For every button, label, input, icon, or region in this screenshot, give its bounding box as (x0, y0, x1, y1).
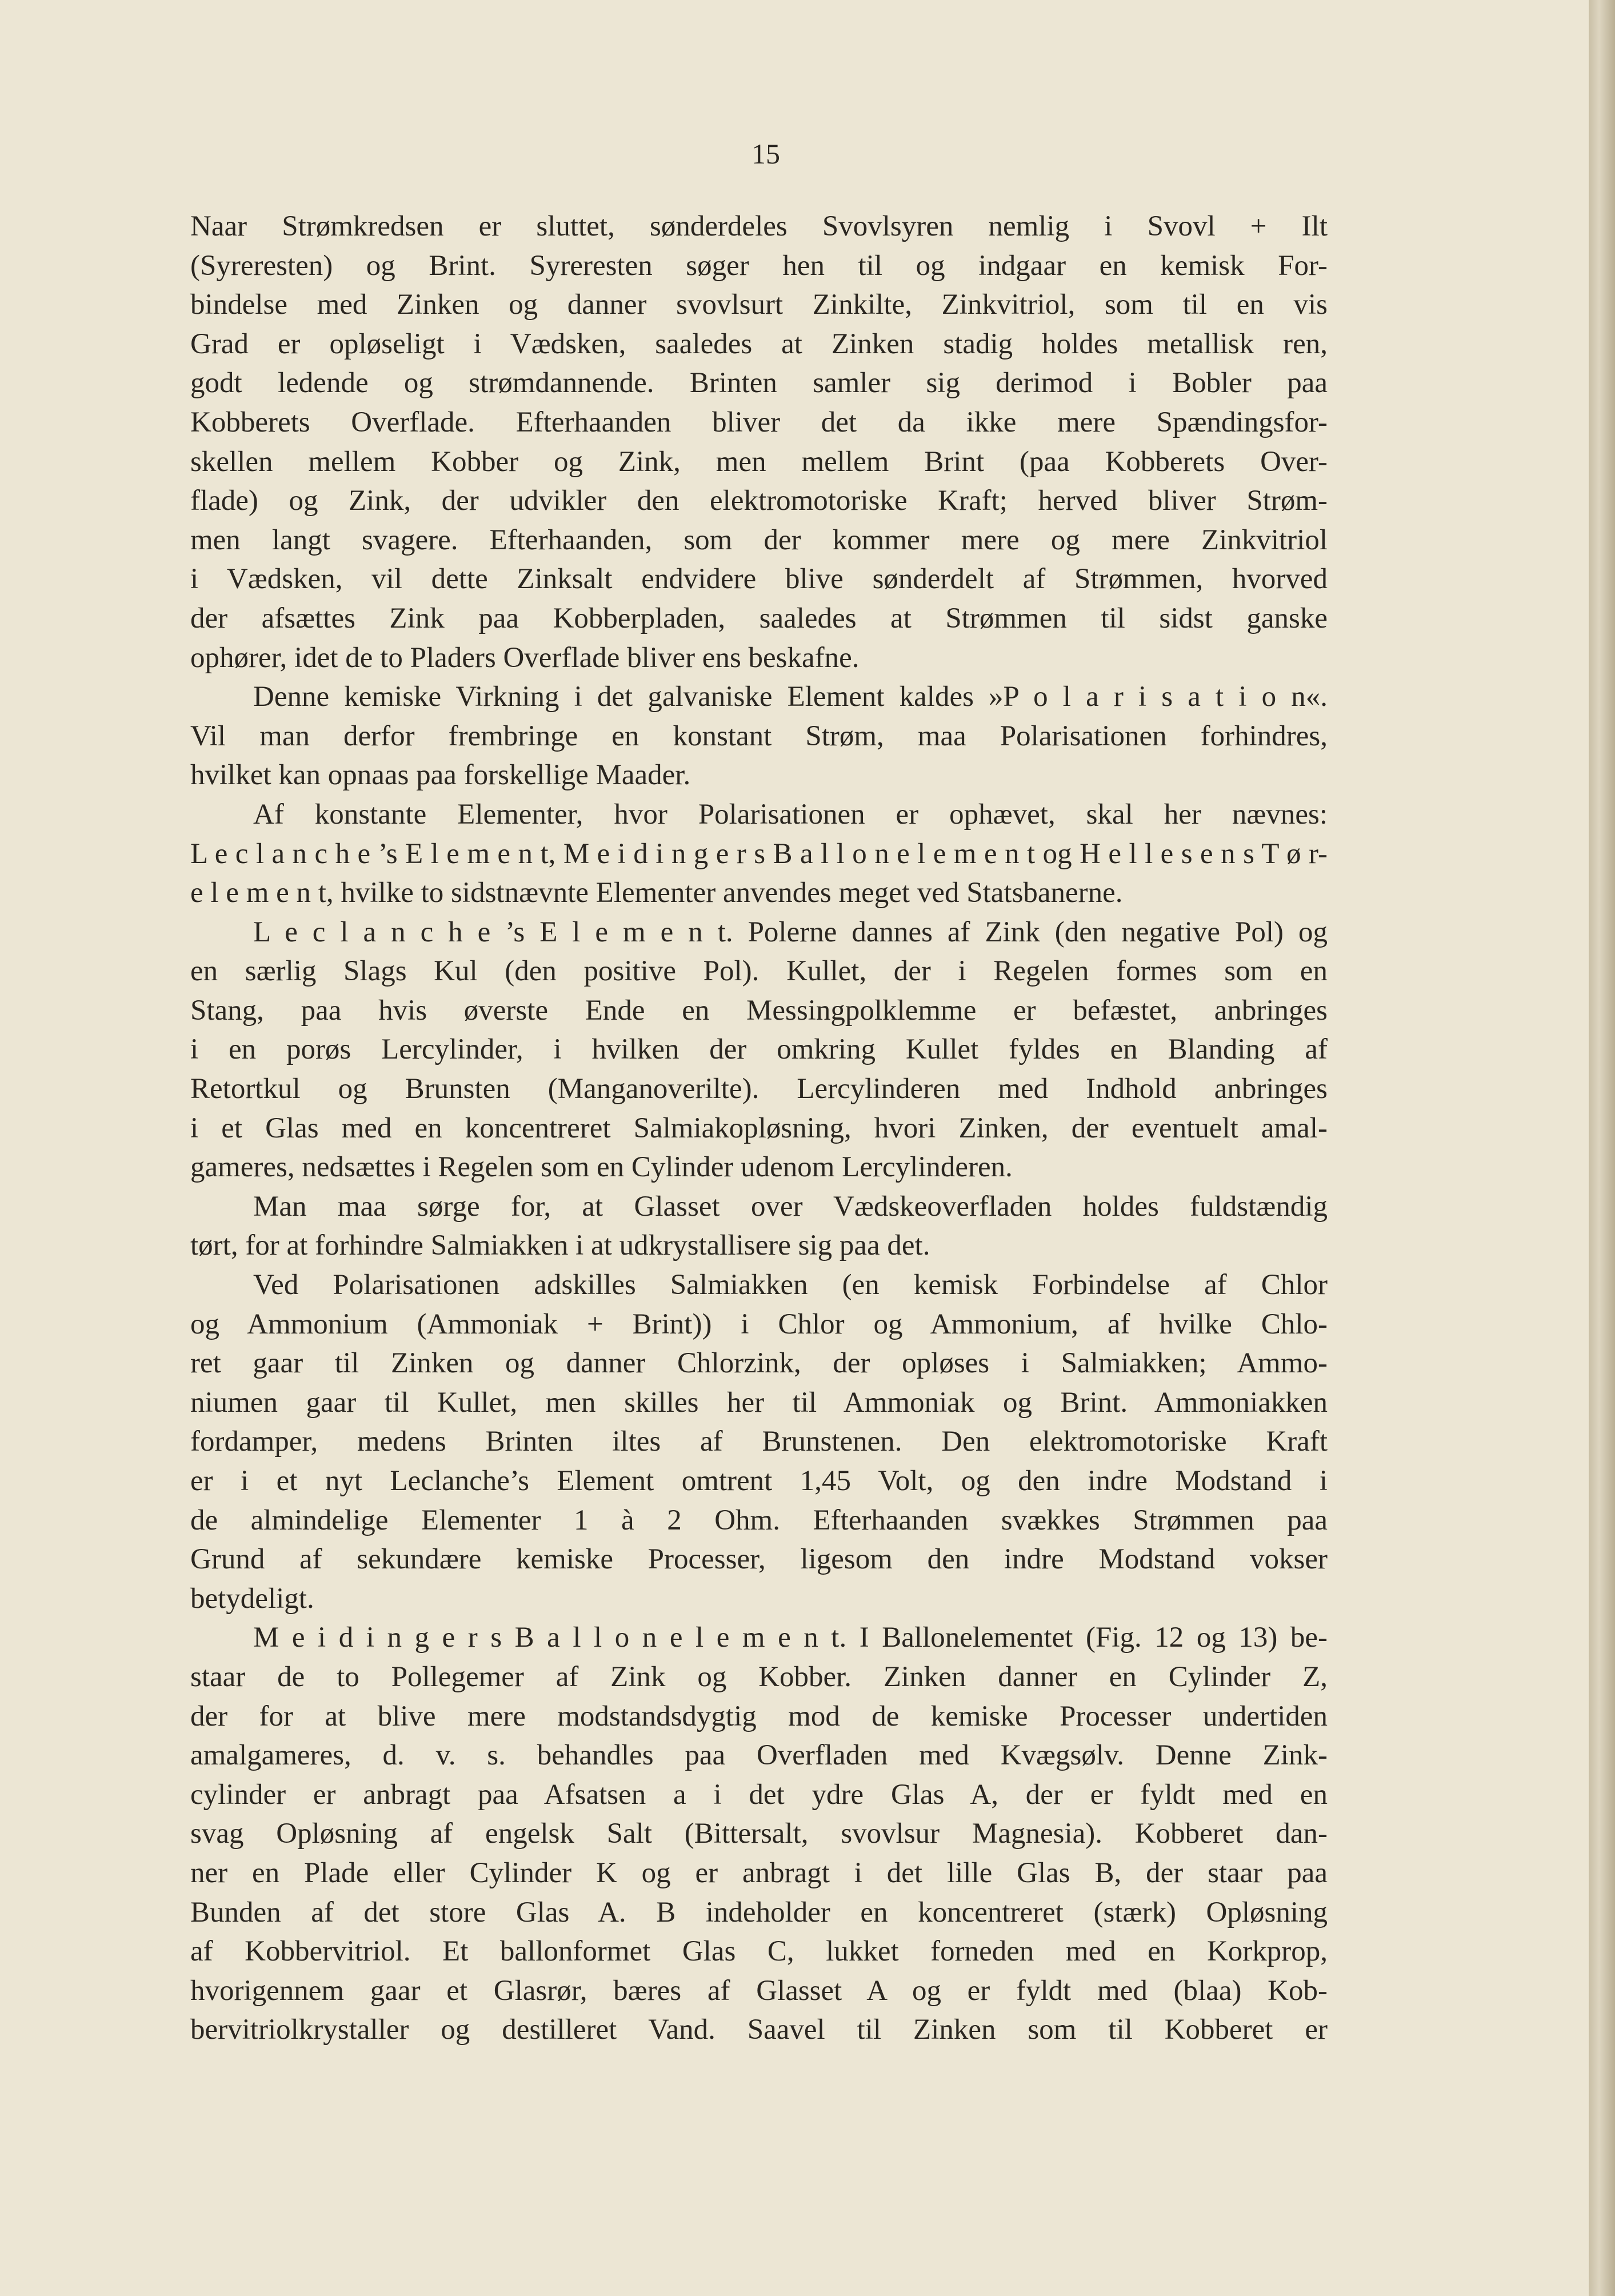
text-line: Denne kemiske Virkning i det galvaniske Element kaldes »P o l a r i s a t i o n«. (253, 681, 1328, 713)
text-line: niumen gaar til Kullet, men skilles her til Ammoniak og Brint. Ammoniakken (190, 1386, 1328, 1419)
text-line: amalgameres, d. v. s. behandles paa Overfladen med Kvægsølv. Denne Zink- (190, 1739, 1328, 1772)
text-line: e l e m e n t, hvilke to sidstnævnte Elementer anvendes meget ved Statsbanerne. (190, 877, 1123, 909)
text-line: Ved Polarisationen adskilles Salmiakken (en kemisk Forbindelse af Chlor (253, 1269, 1328, 1301)
text-line: fordamper, medens Brinten iltes af Brunstenen. Den elektromotoriske Kraft (190, 1425, 1328, 1458)
text-line: betydeligt. (190, 1582, 314, 1615)
text-line: tørt, for at forhindre Salmiakken i at udkrystallisere sig paa det. (190, 1229, 930, 1262)
paragraph (190, 677, 1328, 795)
text-line: i et Glas med en koncentreret Salmiakopløsning, hvori Zinken, der eventuelt amal- (190, 1112, 1328, 1144)
text-line: i en porøs Lercylinder, i hvilken der omkring Kullet fyldes en Blanding af (190, 1033, 1328, 1066)
text-line: og Ammonium (Ammoniak + Brint)) i Chlor og Ammonium, af hvilke Chlo- (190, 1308, 1328, 1340)
text-line: Vil man derfor frembringe en konstant Strøm, maa Polarisationen forhindres, (190, 720, 1328, 752)
text-line: staar de to Pollegemer af Zink og Kobber. Zinken danner en Cylinder Z, (190, 1660, 1328, 1693)
text-line: i Vædsken, vil dette Zinksalt endvidere blive sønderdelt af Strømmen, hvorved (190, 563, 1328, 596)
text-line: bervitriolkrystaller og destilleret Vand. Saavel til Zinken som til Kobberet er (190, 2014, 1328, 2046)
text-line: Naar Strømkredsen er sluttet, sønderdeles Svovlsyren nemlig i Svovl + Ilt (190, 210, 1328, 242)
text-line: Stang, paa hvis øverste Ende en Messingpolklemme er befæstet, anbringes (190, 994, 1328, 1027)
paragraph (190, 913, 1328, 1187)
text-line: L e c l a n c h e ’s E l e m e n t, M e i d i n g e r s B a l l o n e l e m e n t og H e l l e s e n s T ø r- (190, 837, 1328, 870)
page-edge (1589, 0, 1615, 2296)
text-line: L e c l a n c h e ’s E l e m e n t. Polerne dannes af Zink (den negative Pol) og (253, 916, 1328, 948)
paragraph (190, 1187, 1328, 1265)
text-line: godt ledende og strømdannende. Brinten samler sig derimod i Bobler paa (190, 367, 1328, 400)
text-line: M e i d i n g e r s B a l l o n e l e m e n t. I Ballonelementet (Fig. 12 og 13) be- (253, 1622, 1328, 1654)
text-line: Grad er opløseligt i Vædsken, saaledes at Zinken stadig holdes metallisk ren, (190, 328, 1328, 360)
text-line: en særlig Slags Kul (den positive Pol). Kullet, der i Regelen formes som en (190, 955, 1328, 988)
text-line: er i et nyt Leclanche’s Element omtrent 1,45 Volt, og den indre Modstand i (190, 1465, 1328, 1497)
text-line: gameres, nedsættes i Regelen som en Cylinder udenom Lercylinderen. (190, 1151, 1013, 1184)
text-line: Grund af sekundære kemiske Processer, ligesom den indre Modstand vokser (190, 1543, 1328, 1576)
text-line: Af konstante Elementer, hvor Polarisationen er ophævet, skal her nævnes: (253, 798, 1328, 830)
text-line: de almindelige Elementer 1 à 2 Ohm. Efterhaanden svækkes Strømmen paa (190, 1504, 1328, 1536)
text-line: hvilket kan opnaas paa forskellige Maader. (190, 759, 691, 792)
text-line: der for at blive mere modstandsdygtig mod de kemiske Processer undertiden (190, 1700, 1328, 1732)
text-line: Retortkul og Brunsten (Manganoverilte). Lercylinderen med Indhold anbringes (190, 1073, 1328, 1105)
text-line: af Kobbervitriol. Et ballonformet Glas C, lukket forneden med en Korkprop, (190, 1935, 1328, 1968)
text-line: flade) og Zink, der udvikler den elektromotoriske Kraft; herved bliver Strøm- (190, 485, 1328, 517)
text-line: ner en Plade eller Cylinder K og er anbragt i det lille Glas B, der staar paa (190, 1856, 1328, 1889)
text-line: Kobberets Overflade. Efterhaanden bliver det da ikke mere Spændingsfor- (190, 406, 1328, 438)
text-line: Man maa sørge for, at Glasset over Vædskeoverfladen holdes fuldstændig (253, 1190, 1328, 1223)
paragraph (190, 207, 1328, 677)
text-line: bindelse med Zinken og danner svovlsurt Zinkilte, Zinkvitriol, som til en vis (190, 289, 1328, 321)
text-line: hvorigennem gaar et Glasrør, bæres af Glasset A og er fyldt med (blaa) Kob- (190, 1974, 1328, 2007)
paragraph (190, 1265, 1328, 1618)
text-line: Bunden af det store Glas A. B indeholder en koncentreret (stærk) Opløsning (190, 1896, 1328, 1928)
page-number: 15 (751, 138, 780, 170)
text-line: skellen mellem Kobber og Zink, men mellem Brint (paa Kobberets Over- (190, 445, 1328, 478)
paragraph (190, 1618, 1328, 2050)
text-line: svag Opløsning af engelsk Salt (Bittersalt, svovlsur Magnesia). Kobberet dan- (190, 1818, 1328, 1850)
text-line: der afsættes Zink paa Kobberpladen, saaledes at Strømmen til sidst ganske (190, 602, 1328, 634)
text-line: men langt svagere. Efterhaanden, som der kommer mere og mere Zinkvitriol (190, 524, 1328, 556)
text-line: ophører, idet de to Pladers Overflade bliver ens beskafne. (190, 641, 860, 674)
text-line: (Syreresten) og Brint. Syreresten søger hen til og indgaar en kemisk For- (190, 249, 1328, 282)
text-line: ret gaar til Zinken og danner Chlorzink, der opløses i Salmiakken; Ammo- (190, 1347, 1328, 1380)
paragraph (190, 795, 1328, 913)
body-text (190, 207, 1328, 2050)
text-line: cylinder er anbragt paa Afsatsen a i det ydre Glas A, der er fyldt med en (190, 1778, 1328, 1811)
